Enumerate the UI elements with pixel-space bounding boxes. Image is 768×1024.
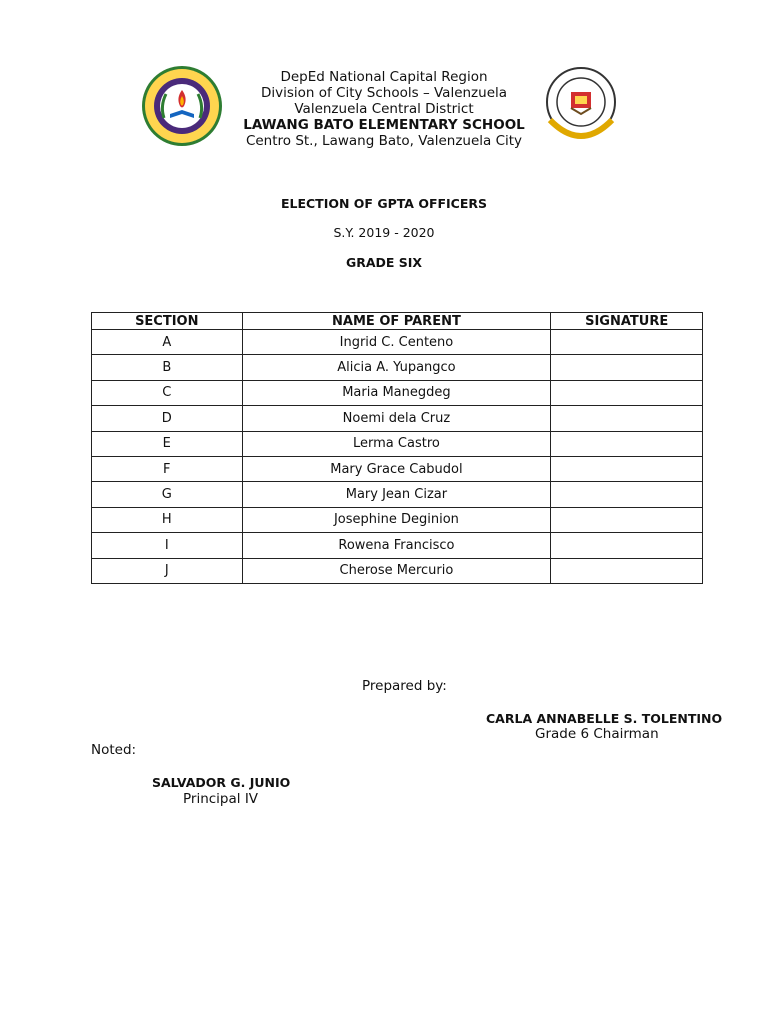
signature-cell: [551, 507, 703, 532]
parent-name-cell: Mary Grace Cabudol: [242, 456, 551, 481]
table-row: [92, 355, 703, 380]
section-cell: B: [92, 355, 243, 380]
parent-name-cell: Ingrid C. Centeno: [242, 330, 551, 355]
table-row: [92, 380, 703, 405]
section-cell: F: [92, 456, 243, 481]
noted-label: Noted:: [91, 742, 137, 758]
parent-name-cell: Lerma Castro: [242, 431, 551, 456]
section-cell: A: [92, 330, 243, 355]
parent-name-cell: Mary Jean Cizar: [242, 482, 551, 507]
noter-name: SALVADOR G. JUNIO: [152, 775, 291, 790]
signature-cell: [551, 456, 703, 481]
table-row: [92, 456, 703, 481]
table-row: [92, 558, 703, 583]
parent-name-cell: Maria Manegdeg: [242, 380, 551, 405]
column-header-name: NAME OF PARENT: [242, 313, 551, 330]
parent-name-cell: Josephine Deginion: [242, 507, 551, 532]
prepared-by-label: Prepared by:: [362, 678, 447, 694]
table-row: [92, 330, 703, 355]
signature-cell: [551, 558, 703, 583]
column-header-section: SECTION: [92, 313, 243, 330]
preparer-name: CARLA ANNABELLE S. TOLENTINO: [486, 711, 723, 726]
section-cell: G: [92, 482, 243, 507]
table-row: [92, 431, 703, 456]
section-cell: H: [92, 507, 243, 532]
district-line: Valenzuela Central District: [294, 101, 474, 117]
signature-cell: [551, 406, 703, 431]
signature-cell: [551, 330, 703, 355]
grade-label: GRADE SIX: [345, 255, 423, 270]
document-title: ELECTION OF GPTA OFFICERS: [280, 196, 488, 211]
parent-name-cell: Alicia A. Yupangco: [242, 355, 551, 380]
school-name: LAWANG BATO ELEMENTARY SCHOOL: [243, 117, 525, 133]
noter-title: Principal IV: [183, 791, 259, 807]
table-row: [92, 406, 703, 431]
parent-name-cell: Rowena Francisco: [242, 533, 551, 558]
table-row: [92, 533, 703, 558]
signature-cell: [551, 533, 703, 558]
school-address: Centro St., Lawang Bato, Valenzuela City: [245, 133, 523, 149]
officers-table: [91, 312, 703, 584]
signature-cell: [551, 482, 703, 507]
school-year: S.Y. 2019 - 2020: [333, 225, 435, 240]
signature-cell: [551, 355, 703, 380]
region-line: DepEd National Capital Region: [280, 69, 488, 85]
preparer-title: Grade 6 Chairman: [535, 726, 659, 742]
section-cell: D: [92, 406, 243, 431]
signature-cell: [551, 431, 703, 456]
table-header-row: [92, 313, 703, 330]
section-cell: C: [92, 380, 243, 405]
parent-name-cell: Noemi dela Cruz: [242, 406, 551, 431]
table-row: [92, 507, 703, 532]
section-cell: E: [92, 431, 243, 456]
division-line: Division of City Schools – Valenzuela: [260, 85, 508, 101]
section-cell: I: [92, 533, 243, 558]
signature-cell: [551, 380, 703, 405]
section-cell: J: [92, 558, 243, 583]
parent-name-cell: Cherose Mercurio: [242, 558, 551, 583]
table-row: [92, 482, 703, 507]
column-header-signature: SIGNATURE: [551, 313, 703, 330]
